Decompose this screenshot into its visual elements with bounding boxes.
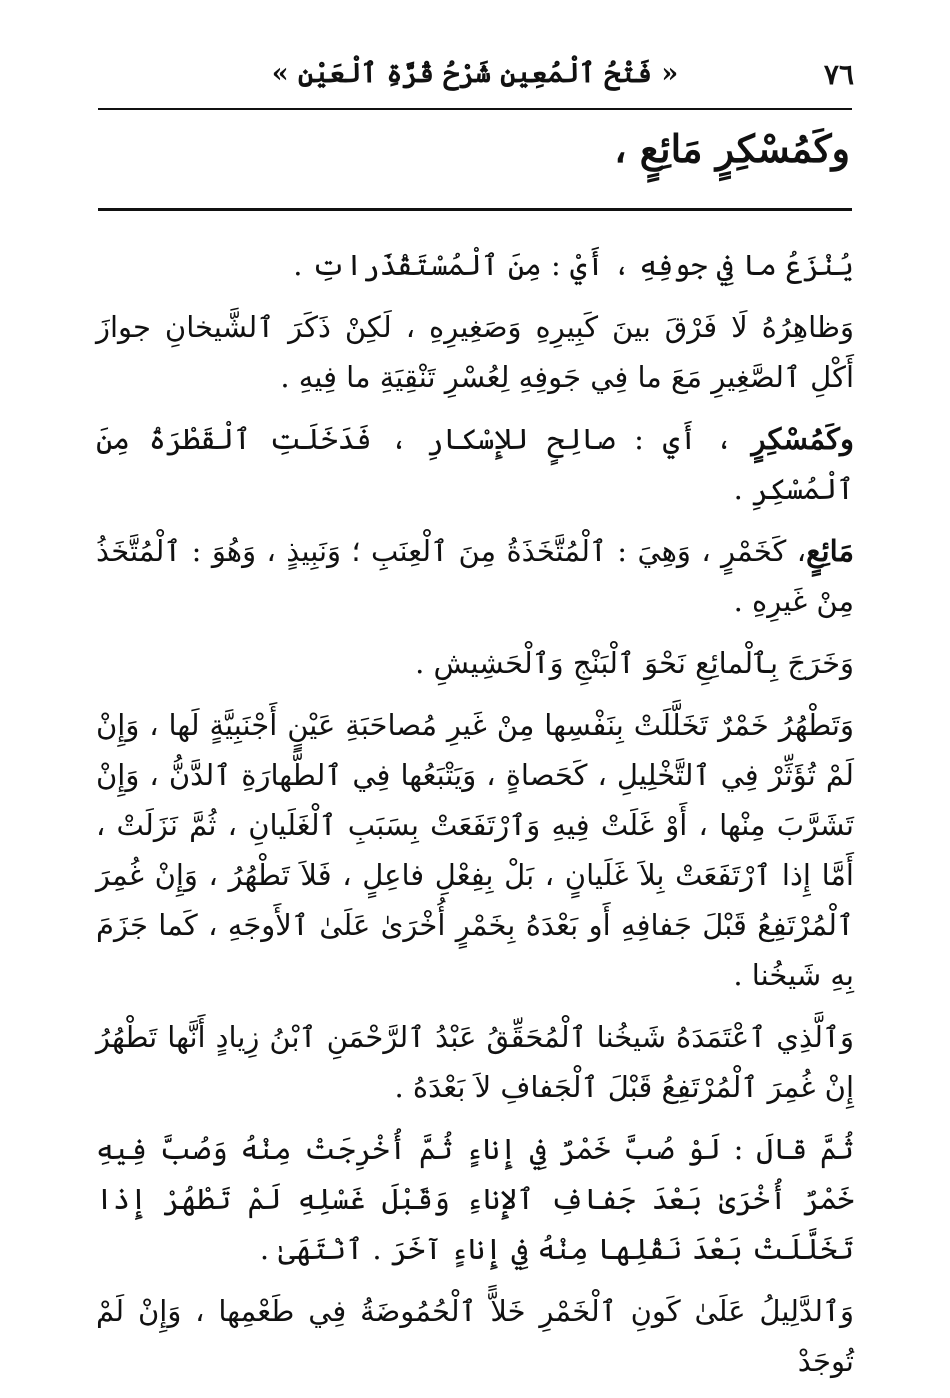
paragraph-text: وَٱلدَّلِيلُ عَلَىٰ كَونِ ٱلْخَمْرِ خَلاًّ ٱلْحُمُوضَةُ فِي طَعْمِها ، وَإِنْ لَمْ تُوجَدْ — [96, 1294, 854, 1378]
paragraph — [96, 1286, 854, 1386]
paragraph-text: ثُمَّ قالَ : لَوْ صُبَّ خَمْرٌ فِي إِناءٍ ثُمَّ أُخْرِجَتْ مِنْهُ وَصُبَّ فِيهِ خَمْرٌ أُخْرَىٰ بَعْدَ جَفافِ ٱلإِناءِ وَقَبْلَ غَسْلِهِ لَمْ تَطْهُرْ إِذا تَخَلَّلَتْ بَعْدَ نَقْلِها مِنْهُ فِي إِناءٍ آخَرَ . ٱنْتَهَىٰ . — [96, 1132, 854, 1266]
paragraph — [96, 414, 854, 514]
matn-text: وكَمُسْكِرٍ مَائِعٍ ، — [614, 126, 850, 171]
paragraph-lead: وكَمُسْكِرٍ — [751, 422, 854, 456]
paragraph — [96, 526, 854, 626]
paragraph — [96, 1012, 854, 1112]
paragraph-text: وَٱلَّذِي ٱعْتَمَدَهُ شَيخُنا ٱلْمُحَقِّقُ عَبْدُ ٱلرَّحْمَنِ ٱبْنُ زِيادٍ أَنَّها تَطْهُرُ إِنْ غُمِرَ ٱلْمُرْتَفِعُ قَبْلَ ٱلْجَفافِ لاَ بَعْدَهُ . — [96, 1020, 854, 1104]
paragraph-text: وَخَرَجَ بِٱلْمائِعِ نَحْوَ ٱلْبَنْجِ وَٱلْحَشِيشِ . — [415, 646, 854, 680]
paragraph — [96, 302, 854, 402]
paragraph-lead: مَائِعٍ — [806, 534, 854, 568]
paragraph-text: ، أَي : صالِحٍ للإِسْكارِ ، فَدَخَلَتِ ٱلْقَطْرَةُ مِنَ ٱلْمُسْكِرِ . — [96, 422, 854, 506]
page-header — [96, 52, 854, 102]
paragraph-text: يُنْزَعُ ما فِي جوفِهِ ، أَيْ : مِنَ ٱلْمُسْتَقْذَراتِ . — [293, 248, 854, 282]
paragraph-text: وَظاهِرُهُ لَا فَرْقَ بينَ كَبِيرِهِ وَصَغِيرِهِ ، لَكِنْ ذَكَرَ ٱلشَّيخانِ جوازَ أَكْلِ ٱلصَّغِيرِ مَعَ ما فِي جَوفِهِ لِعُسْرِ تَنْقِيَةِ ما فِيهِ . — [96, 310, 854, 394]
paragraph-text: وَتَطْهُرُ خَمْرٌ تَخَلَّلَتْ بِنَفْسِها مِنْ غَيرِ مُصاحَبَةِ عَيْنٍ أَجْنَبِيَّةٍ لَها ، وَإِنْ لَمْ تُؤَثِّرْ فِي ٱلتَّخْلِيلِ ، كَحَصاةٍ ، وَيَتْبَعُها فِي ٱلطَّهارَةِ ٱلدَّنُّ ، وَإِنْ تَشَرَّبَ مِنْها ، أَوْ غَلَتْ فِيهِ وَٱرْتَفَعَتْ بِسَبَبِ ٱلْغَلَيانِ ، ثُمَّ نَزَلَتْ ، أَمَّا إِذا ٱرْتَفَعَتْ بِلاَ غَلَيانٍ ، بَلْ بِفِعْلِ فاعِلٍ ، فَلاَ تَطْهُرُ ، وَإِنْ غُمِرَ ٱلْمُرْتَفِعُ قَبْلَ جَفافِهِ أَو بَعْدَهُ بِخَمْرٍ أُخْرَىٰ عَلَىٰ ٱلأَوجَهِ ، كَما جَزَمَ بِهِ شَيخُنا . — [96, 708, 854, 992]
page-number: ٧٦ — [823, 58, 854, 91]
commentary-text — [96, 240, 854, 1398]
paragraph — [96, 1124, 854, 1274]
header-rule — [98, 108, 852, 110]
paragraph-text: ، كَخَمْرٍ ، وَهِيَ : ٱلْمُتَّخَذَةُ مِنَ ٱلْعِنَبِ ؛ وَنَبِيذٍ ، وَهُوَ : ٱلْمُتَّخَذُ مِنْ غَيرِهِ . — [96, 534, 854, 618]
matn-separator-rule — [98, 208, 852, 211]
paragraph — [96, 240, 854, 290]
paragraph — [96, 638, 854, 688]
running-title: « فَتْحُ ٱلْمُعِينِ شَرْحُ قُرَّةِ ٱلْعَيْنِ » — [271, 58, 679, 89]
paragraph — [96, 700, 854, 1000]
